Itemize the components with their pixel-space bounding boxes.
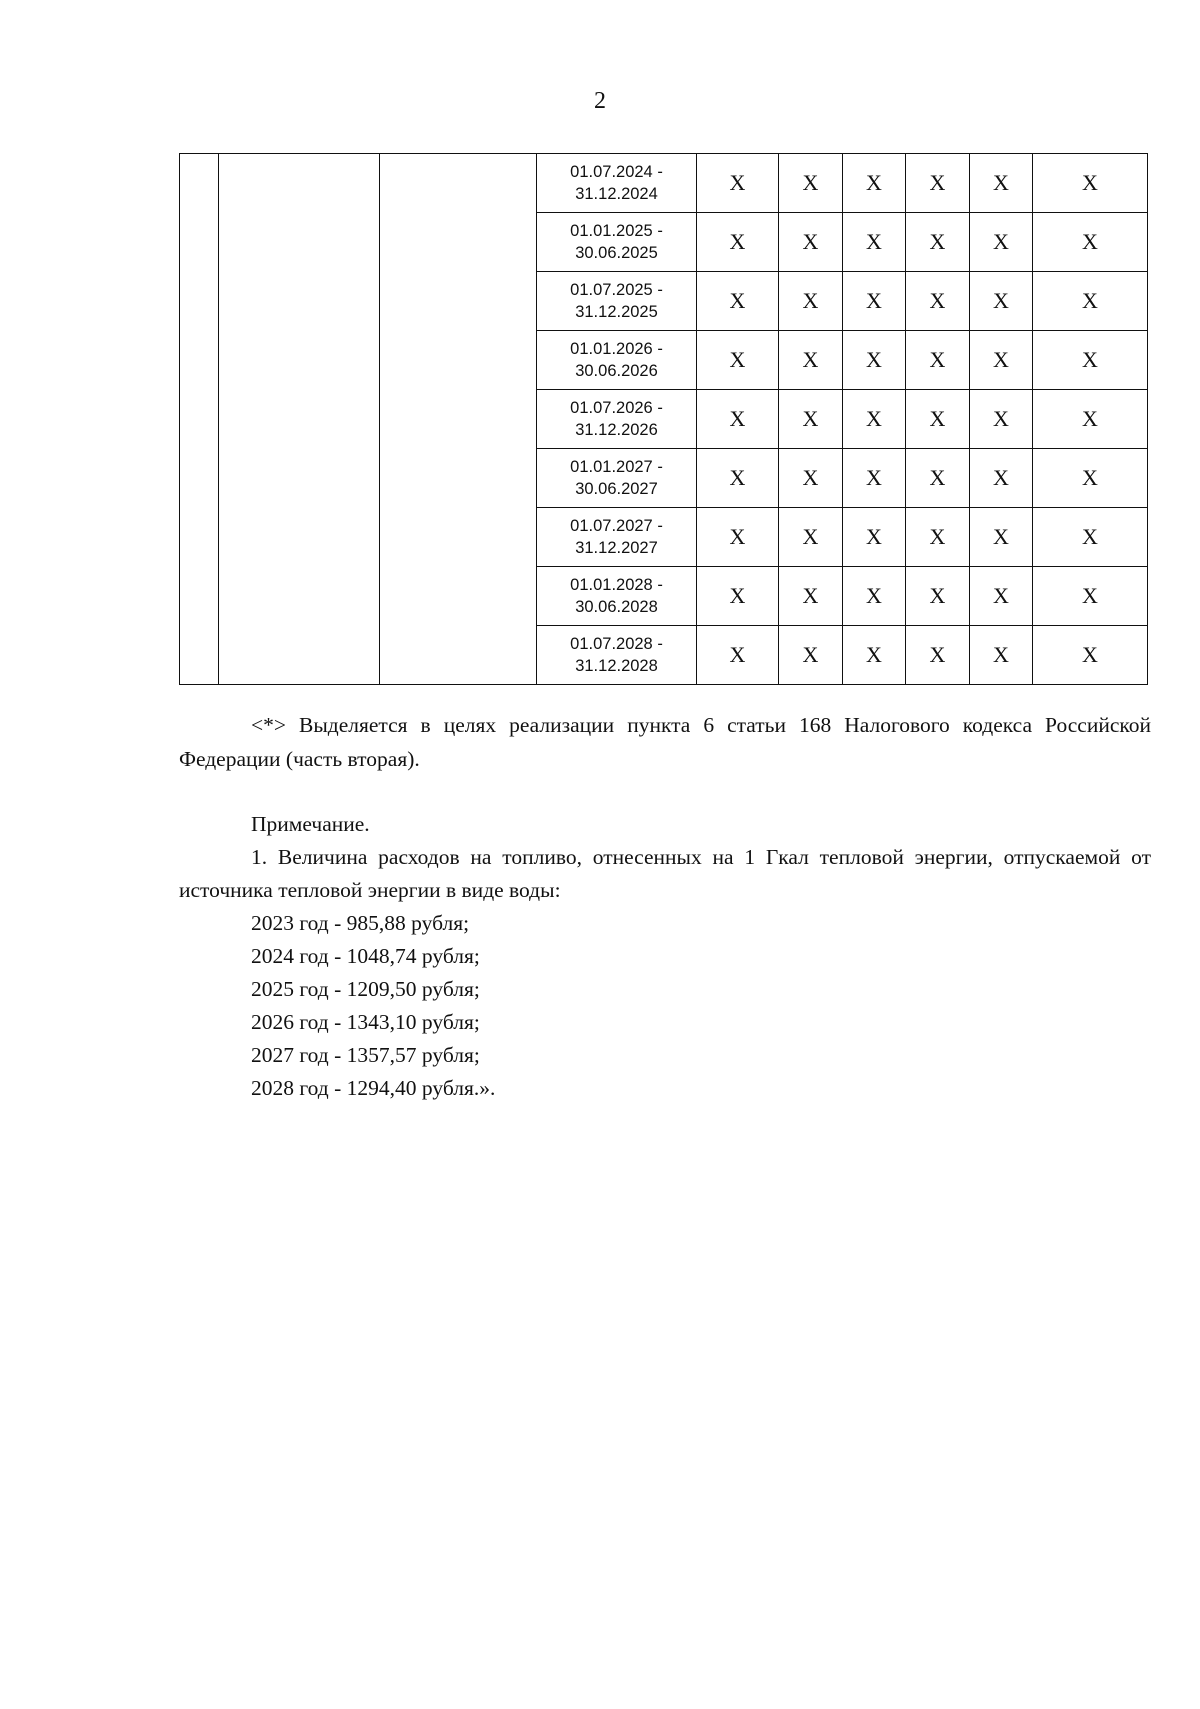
x-cell: X	[906, 272, 970, 331]
x-cell: X	[779, 154, 843, 213]
x-cell: X	[779, 331, 843, 390]
x-cell: X	[1033, 567, 1148, 626]
period-start: 01.07.2025 -	[570, 281, 663, 299]
x-cell: X	[697, 508, 779, 567]
fuel-cost-line: 2027 год - 1357,57 рубля;	[251, 1043, 480, 1067]
x-cell: X	[906, 567, 970, 626]
note-heading: Примечание.	[251, 812, 370, 836]
x-cell: X	[779, 390, 843, 449]
fuel-cost-line: 2026 год - 1343,10 рубля;	[251, 1010, 480, 1034]
x-cell: X	[697, 390, 779, 449]
fuel-cost-line: 2028 год - 1294,40 рубля.».	[251, 1076, 496, 1100]
x-cell: X	[697, 272, 779, 331]
x-cell: X	[970, 213, 1033, 272]
period-cell	[537, 626, 697, 685]
period-start: 01.01.2028 -	[570, 576, 663, 594]
x-cell: X	[970, 508, 1033, 567]
x-cell: X	[697, 213, 779, 272]
note-section	[179, 808, 1151, 1105]
x-cell: X	[779, 508, 843, 567]
x-cell: X	[779, 449, 843, 508]
period-end: 31.12.2028	[575, 657, 658, 675]
period-start: 01.07.2027 -	[570, 517, 663, 535]
page-number: 2	[594, 88, 606, 114]
period-start: 01.01.2025 -	[570, 222, 663, 240]
x-cell: X	[906, 449, 970, 508]
merged-cell-number	[180, 154, 219, 685]
x-cell: X	[906, 213, 970, 272]
table-row	[180, 154, 1148, 213]
x-cell: X	[843, 567, 906, 626]
period-end: 30.06.2025	[575, 244, 658, 262]
x-cell: X	[970, 272, 1033, 331]
period-start: 01.01.2026 -	[570, 340, 663, 358]
fuel-cost-line: 2025 год - 1209,50 рубля;	[251, 977, 480, 1001]
period-end: 31.12.2026	[575, 421, 658, 439]
table-body	[180, 154, 1148, 685]
x-cell: X	[906, 154, 970, 213]
period-end: 31.12.2024	[575, 185, 658, 203]
x-cell: X	[1033, 626, 1148, 685]
x-cell: X	[1033, 272, 1148, 331]
x-cell: X	[697, 154, 779, 213]
x-cell: X	[970, 390, 1033, 449]
x-cell: X	[697, 626, 779, 685]
period-end: 31.12.2027	[575, 539, 658, 557]
x-cell: X	[843, 626, 906, 685]
x-cell: X	[970, 626, 1033, 685]
x-cell: X	[1033, 449, 1148, 508]
merged-cell-organization	[219, 154, 380, 685]
x-cell: X	[970, 331, 1033, 390]
period-end: 30.06.2027	[575, 480, 658, 498]
x-cell: X	[779, 272, 843, 331]
footnote: <*> Выделяется в целях реализации пункта 6 статьи 168 Налогового кодекса Российской Федерации (часть вторая).	[179, 713, 1151, 771]
period-end: 30.06.2028	[575, 598, 658, 616]
period-cell	[537, 272, 697, 331]
x-cell: X	[843, 154, 906, 213]
period-end: 31.12.2025	[575, 303, 658, 321]
fuel-cost-line: 2023 год - 985,88 рубля;	[251, 911, 470, 935]
period-start: 01.01.2027 -	[570, 458, 663, 476]
period-cell	[537, 331, 697, 390]
x-cell: X	[843, 331, 906, 390]
period-start: 01.07.2028 -	[570, 635, 663, 653]
period-cell	[537, 154, 697, 213]
x-cell: X	[1033, 213, 1148, 272]
x-cell: X	[970, 567, 1033, 626]
x-cell: X	[970, 449, 1033, 508]
x-cell: X	[906, 508, 970, 567]
x-cell: X	[697, 331, 779, 390]
x-cell: X	[843, 508, 906, 567]
fuel-cost-list	[179, 907, 1151, 1105]
period-cell	[537, 390, 697, 449]
x-cell: X	[906, 390, 970, 449]
period-cell	[537, 508, 697, 567]
x-cell: X	[1033, 390, 1148, 449]
x-cell: X	[843, 390, 906, 449]
period-cell	[537, 449, 697, 508]
note-paragraph: 1. Величина расходов на топливо, отнесенных на 1 Гкал тепловой энергии, отпускаемой от источника тепловой энергии в виде воды:	[179, 845, 1151, 902]
x-cell: X	[1033, 331, 1148, 390]
x-cell: X	[779, 213, 843, 272]
x-cell: X	[843, 213, 906, 272]
x-cell: X	[970, 154, 1033, 213]
x-cell: X	[843, 272, 906, 331]
x-cell: X	[779, 567, 843, 626]
x-cell: X	[906, 626, 970, 685]
period-end: 30.06.2026	[575, 362, 658, 380]
tariff-table	[179, 153, 1148, 685]
fuel-cost-line: 2024 год - 1048,74 рубля;	[251, 944, 480, 968]
period-start: 01.07.2026 -	[570, 399, 663, 417]
x-cell: X	[906, 331, 970, 390]
x-cell: X	[697, 567, 779, 626]
x-cell: X	[697, 449, 779, 508]
x-cell: X	[843, 449, 906, 508]
x-cell: X	[1033, 508, 1148, 567]
period-start: 01.07.2024 -	[570, 163, 663, 181]
period-cell	[537, 567, 697, 626]
x-cell: X	[779, 626, 843, 685]
period-cell	[537, 213, 697, 272]
x-cell: X	[1033, 154, 1148, 213]
merged-cell-description	[380, 154, 537, 685]
